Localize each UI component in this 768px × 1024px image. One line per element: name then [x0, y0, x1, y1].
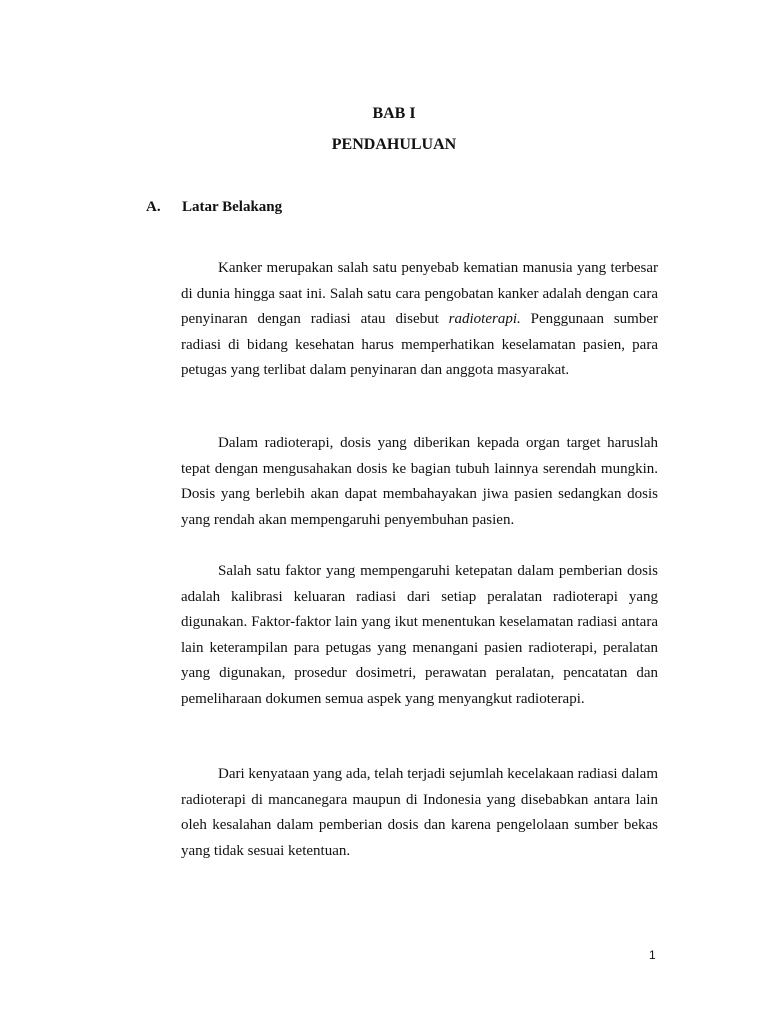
- paragraph-4: Dari kenyataan yang ada, telah terjadi sejumlah kecelakaan radiasi dalam radioterapi di mancanegara maupun di Indonesia yang disebabkan antara lain oleh kesalahan dalam pemberian dosis dan karena pengelolaan sumber bekas yang tidak sesuai ketentuan.: [181, 766, 658, 859]
- section-marker: A.: [146, 199, 161, 215]
- chapter-title: PENDAHULUAN: [331, 136, 457, 153]
- section-title: Latar Belakang: [182, 199, 283, 215]
- paragraph-1-text-start: Kanker merupakan salah satu penyebab kematian manusia yang terbesar di dunia hingga saat ini. Salah satu cara pengobatan kanker adalah dengan cara penyinaran dengan radiasi atau disebut: [181, 260, 658, 328]
- chapter-label: BAB I: [372, 105, 416, 122]
- paragraph-1-text-end: Penggunaan sumber radiasi di bidang kesehatan harus memperhatikan keselamatan pasien, para petugas yang terlibat dalam penyinaran dan anggota masyarakat.: [181, 311, 658, 379]
- paragraph-1-italic-term: radioterapi.: [448, 311, 521, 328]
- paragraph-2: Dalam radioterapi, dosis yang diberikan kepada organ target haruslah tepat dengan mengusahakan dosis ke bagian tubuh lainnya serendah mungkin. Dosis yang berlebih akan dapat membahayakan jiwa pasien sedangkan dosis yang rendah akan mempengaruhi penyembuhan pasien.: [181, 435, 658, 528]
- paragraph-1: [181, 256, 658, 384]
- paragraph-3: Salah satu faktor yang mempengaruhi ketepatan dalam pemberian dosis adalah kalibrasi keluaran radiasi dari setiap peralatan radioterapi yang digunakan. Faktor-faktor lain yang ikut menentukan keselamatan radiasi antara lain keterampilan para petugas yang menangani pasien radioterapi, peralatan yang digunakan, prosedur dosimetri, perawatan peralatan, pencatatan dan pemeliharaan dokumen semua aspek yang menyangkut radioterapi.: [181, 563, 658, 707]
- page-number: 1: [649, 948, 656, 962]
